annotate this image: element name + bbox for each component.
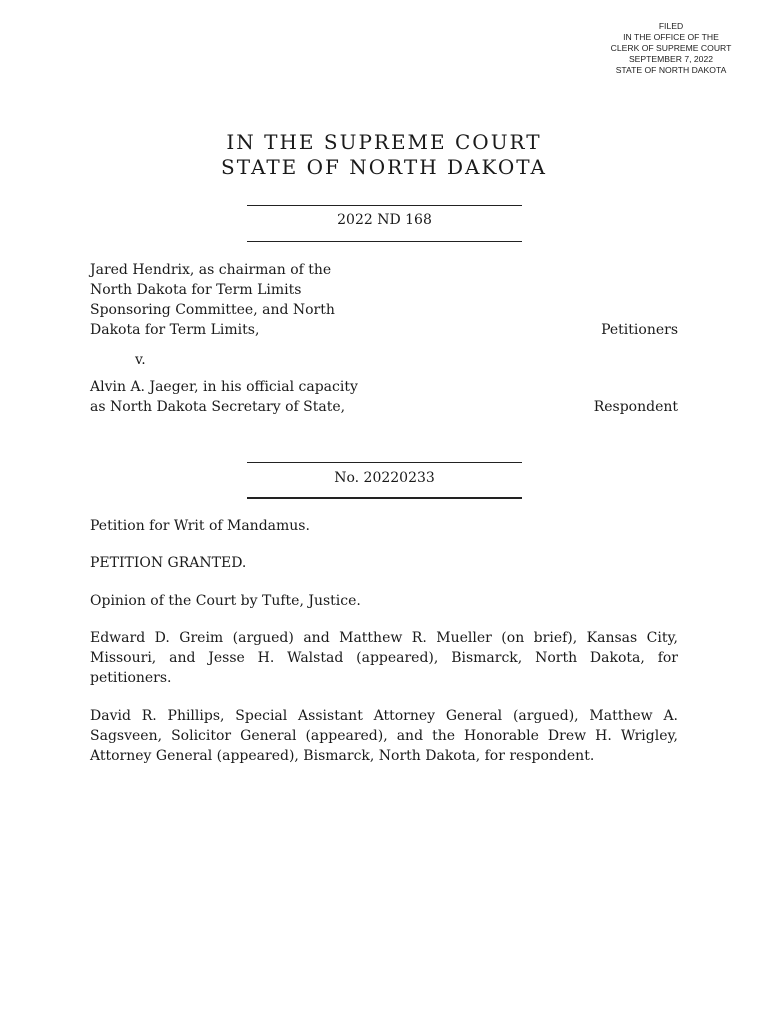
- stamp-line: SEPTEMBER 7, 2022: [628, 54, 714, 64]
- divider: [247, 462, 522, 463]
- divider: [247, 497, 522, 499]
- respondent-caption: [90, 377, 358, 417]
- divider: [247, 241, 522, 242]
- divider: [247, 205, 522, 206]
- citation: 2022 ND 168: [337, 212, 432, 228]
- versus: v.: [135, 352, 146, 368]
- disposition: PETITION GRANTED.: [90, 555, 247, 571]
- respondent-role: Respondent: [593, 399, 678, 415]
- petitioner-line: Sponsoring Committee, and North: [90, 302, 335, 318]
- court-heading: [0, 130, 768, 180]
- case-number: No. 20220233: [334, 470, 435, 486]
- respondent-line: Alvin A. Jaeger, in his official capacity: [90, 379, 358, 395]
- court-name: IN THE SUPREME COURT: [226, 130, 542, 154]
- court-state: STATE OF NORTH DAKOTA: [221, 155, 547, 179]
- stamp-line: IN THE OFFICE OF THE: [623, 32, 719, 42]
- opinion-author: Opinion of the Court by Tufte, Justice.: [90, 593, 361, 609]
- petition-type: Petition for Writ of Mandamus.: [90, 518, 310, 534]
- petitioner-caption: [90, 260, 335, 340]
- petitioner-line: North Dakota for Term Limits: [90, 282, 302, 298]
- stamp-line: CLERK OF SUPREME COURT: [610, 43, 732, 53]
- respondent-line: as North Dakota Secretary of State,: [90, 399, 346, 415]
- stamp-line: FILED: [658, 21, 684, 31]
- counsel-petitioners: Edward D. Greim (argued) and Matthew R. Mueller (on brief), Kansas City, Missouri, and Jesse H. Walstad (appeared), Bismarck, North Dakota, for petitioners.: [90, 630, 678, 686]
- petitioner-line: Jared Hendrix, as chairman of the: [90, 262, 332, 278]
- petitioner-role: Petitioners: [601, 322, 678, 338]
- petitioner-line: Dakota for Term Limits,: [90, 322, 260, 338]
- counsel-respondent: David R. Phillips, Special Assistant Attorney General (argued), Matthew A. Sagsveen, Solicitor General (appeared), and the Honorable Drew H. Wrigley, Attorney General (appeared), Bismarck, North Dakota, for respondent.: [90, 708, 678, 764]
- stamp-line: STATE OF NORTH DAKOTA: [615, 65, 727, 75]
- filed-stamp: [596, 21, 746, 76]
